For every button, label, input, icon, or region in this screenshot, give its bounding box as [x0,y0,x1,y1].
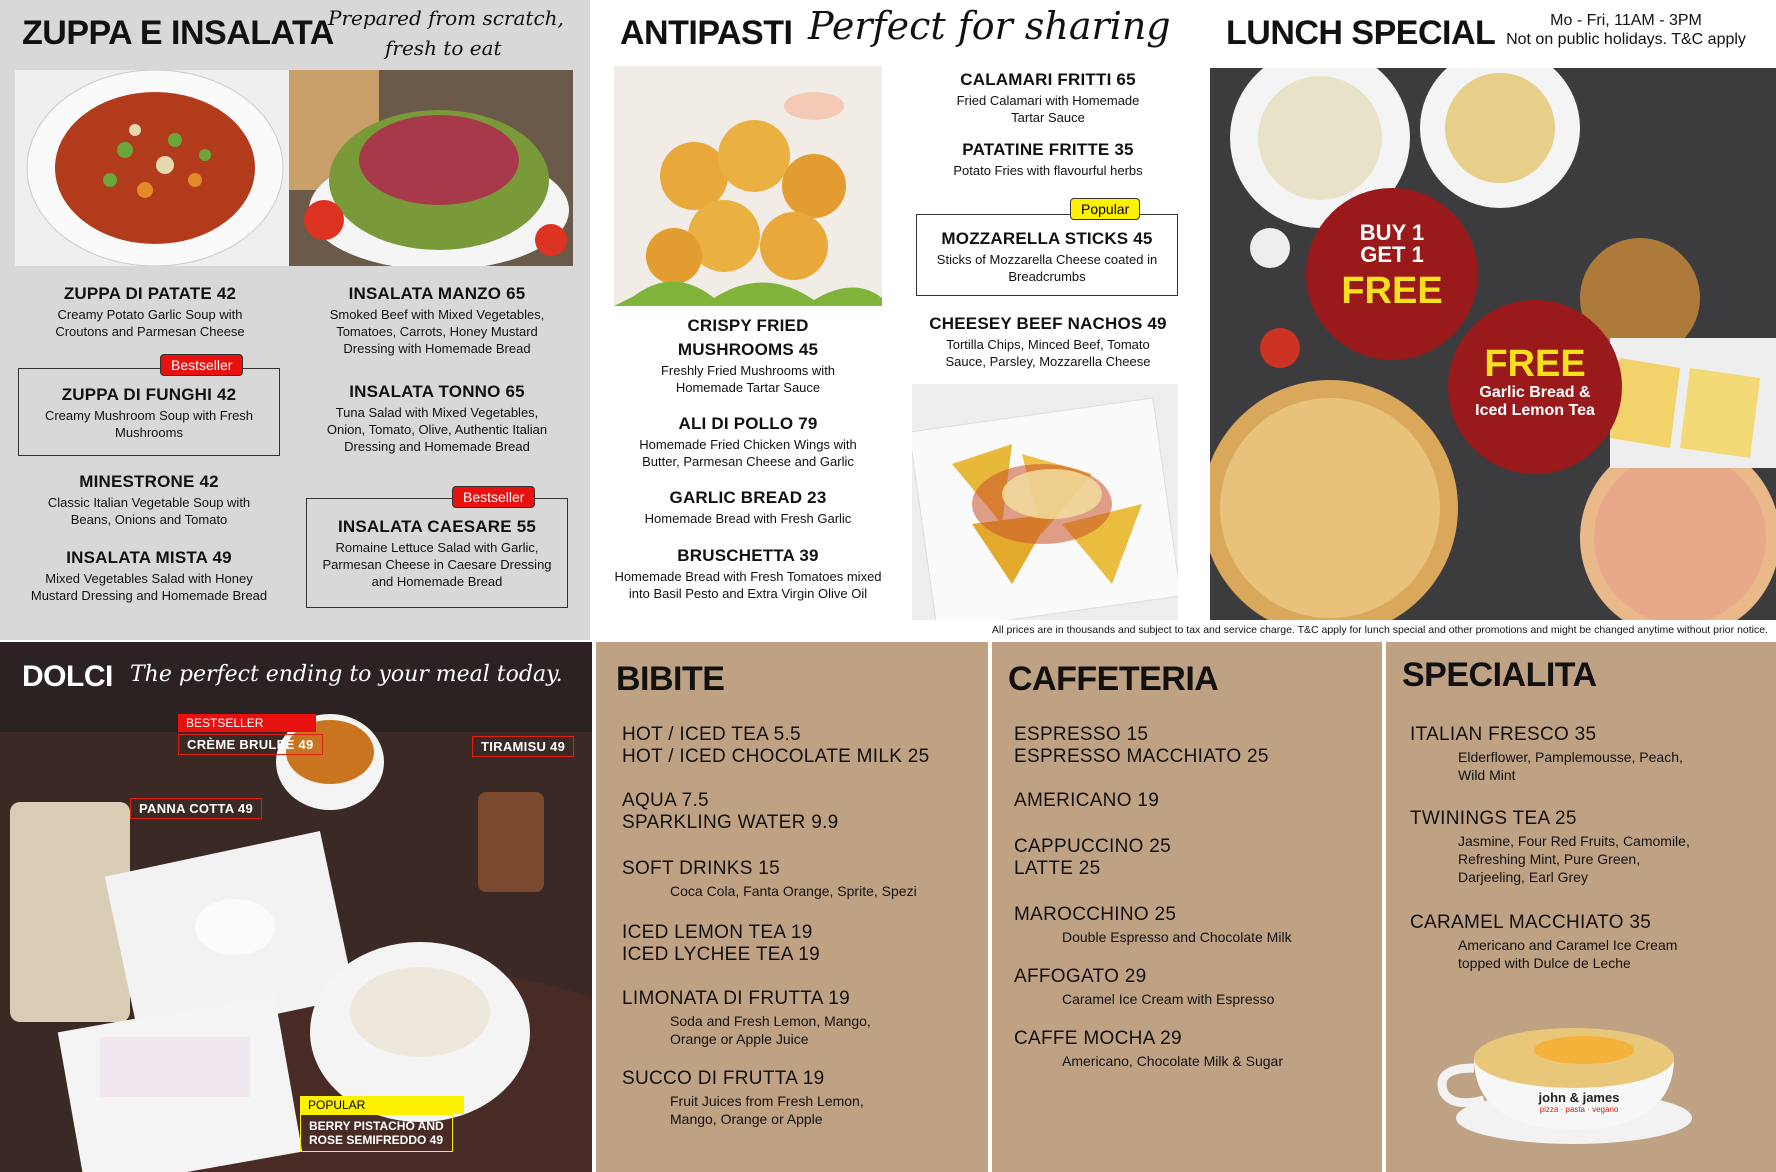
specialita-panel [1386,642,1776,1172]
bev-name: ICED LEMON TEA 19 [622,922,813,943]
salad-illustration [289,70,573,266]
salad-photo [289,70,573,266]
dolci-tiramisu: TIRAMISU 49 [472,736,574,757]
bev-name: ESPRESSO MACCHIATO 25 [1014,746,1269,767]
menu-item-calamari-fritti [914,70,1182,126]
bev-hot-iced-tea [622,724,930,768]
menu-item-mozzarella-sticks [916,214,1178,296]
menu-item-insalata-manzo [312,284,562,357]
dolci-panna-cotta: PANNA COTTA 49 [130,798,262,819]
bev-name: CAFFE MOCHA 29 [1014,1028,1182,1049]
menu-item-insalata-tonno [312,382,562,455]
menu-item-ali-di-pollo [614,414,882,470]
bev-succo [622,1068,942,1128]
item-name-line-1: CRISPY FRIED [687,316,809,335]
item-name: INSALATA MANZO 65 [348,284,526,303]
coffee-cup-illustration [1434,988,1694,1148]
lunch-note: Not on public holidays. T&C apply [1506,31,1746,48]
item-desc: Sticks of Mozzarella Cheese coated in Breadcrumbs [936,252,1158,284]
bev-limonata [622,988,942,1048]
item-desc: Creamy Potato Garlic Soup with Croutons and Parmesan Cheese [55,307,245,339]
specialita-title: SPECIALITA [1402,656,1597,694]
antipasti-panel [590,0,1210,640]
lunch-panel [1210,0,1776,640]
zuppa-tagline-1: Prepared from scratch, [328,6,564,30]
promo-free-badge [1448,300,1622,474]
bev-name: MAROCCHINO 25 [1014,904,1177,925]
item-desc: Potato Fries with flavourful herbs [953,163,1143,178]
bev-name: LATTE 25 [1014,858,1101,879]
popular-badge: Popular [1070,198,1140,220]
menu-item-zuppa-di-funghi [18,368,280,456]
zuppa-title: ZUPPA E INSALATA [22,14,334,52]
zuppa-tagline-2: fresh to eat [385,36,502,60]
bev-desc: Double Espresso and Chocolate Milk [1062,929,1292,945]
item-name: BRUSCHETTA 39 [677,546,819,565]
bev-name: TWININGS TEA 25 [1410,808,1577,829]
bev-caffe-mocha [1014,1028,1283,1070]
bev-desc: Americano, Chocolate Milk & Sugar [1062,1053,1283,1069]
menu-item-zuppa-di-patate [20,284,280,340]
bestseller-badge: Bestseller [160,354,243,376]
item-name: INSALATA MISTA 49 [66,548,232,567]
bev-caramel-macchiato [1410,912,1740,972]
bev-name: SUCCO DI FRUTTA 19 [622,1068,825,1089]
bestseller-badge: Bestseller [452,486,535,508]
bev-name: ITALIAN FRESCO 35 [1410,724,1597,745]
promo-get-1: GET 1 [1360,242,1424,267]
bibite-title: BIBITE [616,660,725,698]
promo-free: FREE [1341,270,1443,312]
item-name: ZUPPA DI PATATE 42 [63,284,237,303]
promo-iced-lemon-tea: Iced Lemon Tea [1475,402,1595,419]
bev-aqua [622,790,839,834]
menu-item-cheesey-beef-nachos [908,314,1188,370]
bev-desc: Caramel Ice Cream with Espresso [1062,991,1275,1007]
item-desc: Mixed Vegetables Salad with Honey Mustard Dressing and Homemade Bread [30,571,268,603]
popular-label: POPULAR [300,1096,464,1114]
berry-line-1: BERRY PISTACHO AND [309,1119,444,1133]
item-desc: Homemade Bread with Fresh Tomatoes mixed into Basil Pesto and Extra Virgin Olive Oil [614,569,882,601]
nachos-photo [912,384,1178,620]
soup-photo [15,70,289,266]
item-name: CALAMARI FRITTI 65 [960,70,1136,89]
item-name: ZUPPA DI FUNGHI 42 [61,385,237,404]
nachos-illustration [912,384,1178,620]
bestseller-label: BESTSELLER [178,714,316,732]
promo-bogo-badge [1306,188,1478,360]
antipasti-title: ANTIPASTI [620,14,793,52]
bev-name: AMERICANO 19 [1014,790,1160,811]
bev-soft-drinks [622,858,917,900]
menu-item-garlic-bread [614,488,882,527]
bev-italian-fresco [1410,724,1740,784]
menu-item-insalata-mista [18,548,280,604]
item-desc: Fried Calamari with Homemade Tartar Sauce [956,93,1140,125]
bev-americano [1014,790,1159,812]
bev-name: CAPPUCCINO 25 [1014,836,1171,857]
brand-mark: john & james [1538,1090,1620,1105]
menu-item-minestrone [18,472,280,528]
item-name: MOZZARELLA STICKS 45 [941,229,1153,248]
bev-name: HOT / ICED CHOCOLATE MILK 25 [622,746,930,767]
dolci-berry-semifreddo [300,1114,453,1152]
bev-name: CARAMEL MACCHIATO 35 [1410,912,1652,933]
mushroom-photo [614,66,882,306]
bev-iced-teas [622,922,820,966]
dolci-title: DOLCI [22,660,113,693]
bev-twinings-tea [1410,808,1740,886]
item-desc: Romaine Lettuce Salad with Garlic, Parmesan Cheese in Caesare Dressing and Homemade Bread [322,540,552,589]
lunch-title: LUNCH SPECIAL [1226,14,1496,52]
item-name: GARLIC BREAD 23 [669,488,827,507]
mushroom-illustration [614,66,882,306]
soup-illustration [15,70,289,266]
item-name: ALI DI POLLO 79 [678,414,818,433]
dolci-tagline: The perfect ending to your meal today. [130,662,563,687]
menu-item-crispy-fried-mushrooms [614,316,882,396]
bev-marocchino [1014,904,1292,946]
antipasti-tagline: Perfect for sharing [808,4,1171,48]
bev-name: AFFOGATO 29 [1014,966,1147,987]
bev-cappuccino [1014,836,1171,880]
bev-name: SPARKLING WATER 9.9 [622,812,839,833]
menu-item-bruschetta [614,546,882,602]
item-desc: Homemade Bread with Fresh Garlic [644,511,852,526]
dolci-creme-brulee: CRÈME BRULEE 49 [178,734,323,755]
brand-sub: pizza · pasta · vegano [1539,1105,1619,1114]
bev-name: LIMONATA DI FRUTTA 19 [622,988,851,1009]
item-desc: Smoked Beef with Mixed Vegetables, Tomatoes, Carrots, Honey Mustard Dressing with Homemade Bread [329,307,545,356]
item-desc: Classic Italian Vegetable Soup with Beans, Onions and Tomato [47,495,251,527]
bev-desc: Fruit Juices from Fresh Lemon, Mango, Orange or Apple [670,1093,864,1127]
item-desc: Homemade Fried Chicken Wings with Butter, Parmesan Cheese and Garlic [639,437,857,469]
berry-line-2: ROSE SEMIFREDDO 49 [309,1133,444,1147]
bev-name: HOT / ICED TEA 5.5 [622,724,801,745]
lunch-hours: Mo - Fri, 11AM - 3PM [1550,12,1702,29]
bev-name: AQUA 7.5 [622,790,709,811]
bev-desc: Coca Cola, Fanta Orange, Sprite, Spezi [670,883,917,899]
dolci-panel [0,642,592,1172]
bev-affogato [1014,966,1274,1008]
bev-name: SOFT DRINKS 15 [622,858,780,879]
caffeteria-title: CAFFETERIA [1008,660,1219,698]
zuppa-panel [0,0,590,640]
bev-name: ESPRESSO 15 [1014,724,1149,745]
item-desc: Freshly Fried Mushrooms with Homemade Tartar Sauce [660,363,836,395]
menu-item-insalata-caesare [306,498,568,608]
bibite-panel [596,642,988,1172]
item-name-line-2: MUSHROOMS 45 [677,340,819,359]
item-name: PATATINE FRITTE 35 [962,140,1134,159]
bev-desc: Jasmine, Four Red Fruits, Camomile, Refreshing Mint, Pure Green, Darjeeling, Earl Grey [1458,833,1690,885]
price-footnote: All prices are in thousands and subject to tax and service charge. T&C apply for lunch special and other promotions and might be changed anytime without prior notice. [991,624,1768,636]
item-desc: Tuna Salad with Mixed Vegetables, Onion, Tomato, Olive, Authentic Italian Dressing and Homemade Bread [326,405,548,454]
promo-free-2: FREE [1484,343,1586,385]
item-desc: Creamy Mushroom Soup with Fresh Mushrooms [44,408,254,440]
item-desc: Tortilla Chips, Minced Beef, Tomato Sauce, Parsley, Mozzarella Cheese [945,337,1151,369]
promo-buy-1: BUY 1 [1359,220,1425,245]
item-name: CHEESEY BEEF NACHOS 49 [929,314,1167,333]
caffeteria-panel [992,642,1382,1172]
item-name: INSALATA CAESARE 55 [337,517,537,536]
menu-item-patatine-fritte [914,140,1182,179]
bev-desc: Elderflower, Pamplemousse, Peach, Wild Mint [1458,749,1683,783]
bev-espresso [1014,724,1269,768]
promo-garlic-bread: Garlic Bread & [1479,384,1591,401]
bev-name: ICED LYCHEE TEA 19 [622,944,820,965]
bev-desc: Americano and Caramel Ice Cream topped with Dulce de Leche [1458,937,1678,971]
item-name: INSALATA TONNO 65 [349,382,525,401]
item-name: MINESTRONE 42 [79,472,219,491]
brand-logo [1524,1090,1634,1114]
bev-desc: Soda and Fresh Lemon, Mango, Orange or Apple Juice [670,1013,871,1047]
